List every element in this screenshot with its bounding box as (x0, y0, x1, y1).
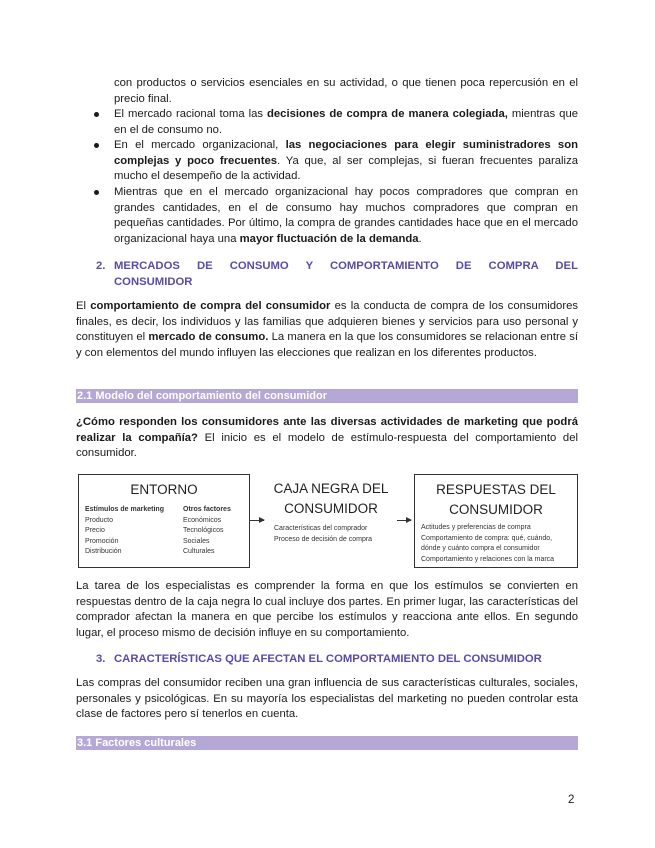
caja-negra-items: Características del comprador Proceso de decisión de compra (274, 525, 373, 543)
question-text: ¿Cómo responden los consumidores ante las diversas actividades de marketing que podrá realizar la compañía? (76, 416, 578, 444)
section-2-number: 2. (96, 260, 106, 272)
bullet-continuation (114, 76, 578, 107)
section-2-paragraph: El comportamiento de compra del consumidor es la conducta de compra de los consumidores finales, es decir, los individuos y las familias que adquieren bienes y servicios para uso personal y constituyen el mercado de consumo. La manera en la que los consumidores se relacionan entre sí y con elementos del mundo influyen las elecciones que realizan en los diferentes productos. (76, 300, 579, 359)
section-2-title: MERCADOS DE CONSUMO Y COMPORTAMIENTO DE COMPRA DEL CONSUMIDOR (114, 260, 578, 288)
bullet-item: El mercado racional toma las decisiones de compra de manera colegiada, mientras que en el de consumo no. (114, 107, 578, 138)
bullet-dot-icon (94, 190, 99, 195)
marketing-stimuli-column: Estímulos de marketing Producto Precio Promoción Distribución (85, 506, 164, 555)
section-3-title: CARACTERÍSTICAS QUE AFECTAN EL COMPORTAMIENTO DEL CONSUMIDOR (114, 653, 542, 665)
section-3-number: 3. (96, 653, 106, 665)
respuestas-items: Actitudes y preferencias de compra Comportamiento de compra: qué, cuándo, dónde y cuánto compra el consumidor Comportamiento y relaciones con la marca (421, 524, 555, 563)
subsection-2-1-heading: 2.1 Modelo del comportamiento del consumidor (76, 389, 578, 403)
subsection-2-1-paragraph: ¿Cómo responden los consumidores ante las diversas actividades de marketing que podrá realizar la compañía? El inicio es el modelo de estímulo-respuesta del comportamiento del consumidor. (76, 416, 578, 460)
bullet-dot-icon (94, 143, 99, 148)
respuestas-title-line1: RESPUESTAS DEL (436, 482, 556, 497)
section-3-heading (96, 652, 578, 668)
arrow-right-icon (250, 520, 264, 521)
respuestas-title-line2: CONSUMIDOR (449, 502, 543, 517)
section-3-paragraph: Las compras del consumidor reciben una gran influencia de sus características culturales, sociales, personales y psicológicas. En su mayoría los especialistas del marketing no pueden controlar esta clase de factores pero sí tenerlos en cuenta. (76, 677, 578, 721)
caja-negra-title-line1: CAJA NEGRA DEL (273, 481, 389, 496)
caja-negra-title-line2: CONSUMIDOR (284, 501, 378, 516)
bullet-item: Mientras que en el mercado organizacional hay pocos compradores que compran en grandes cantidades, en el de consumo hay muchos compradores que compran en pequeñas cantidades. Por último, la compra de grandes cantidades hace que en el mercado organizacional haya una mayor fluctuación de la demanda. (114, 185, 578, 247)
entorno-box (78, 474, 250, 568)
bullet-dot-icon (94, 112, 99, 117)
caja-negra-box (266, 474, 396, 550)
respuestas-box (414, 474, 578, 568)
arrow-right-icon (397, 520, 411, 521)
page-number: 2 (568, 794, 575, 806)
entorno-title: ENTORNO (130, 482, 198, 497)
marketing-stimuli-header: Estímulos de marketing (85, 506, 164, 513)
bullet-item: En el mercado organizacional, las negociaciones para elegir suministradores son complejas y poco frecuentes. Ya que, al ser complejas, si fueran frecuentes paraliza mucho el desempeño de la actividad. (114, 138, 578, 185)
other-factors-column: Otros factores Económicos Tecnológicos Sociales Culturales (183, 506, 231, 555)
other-factors-header: Otros factores (183, 506, 231, 513)
section-2-heading (96, 259, 578, 290)
diagram-explanation-paragraph: La tarea de los especialistas es comprender la forma en que los estímulos se convierten en respuestas dentro de la caja negra lo cual incluye dos partes. En primer lugar, las características del comprador afectan la manera en que percibe los estímulos y reacciona ante ellos. En segundo lugar, el proceso mismo de decisión influye en su comportamiento. (76, 580, 578, 639)
bullet-continuation-text: con productos o servicios esenciales en su actividad, o que tienen poca repercusión en el precio final. (114, 77, 578, 105)
subsection-3-1-heading: 3.1 Factores culturales (76, 736, 578, 750)
